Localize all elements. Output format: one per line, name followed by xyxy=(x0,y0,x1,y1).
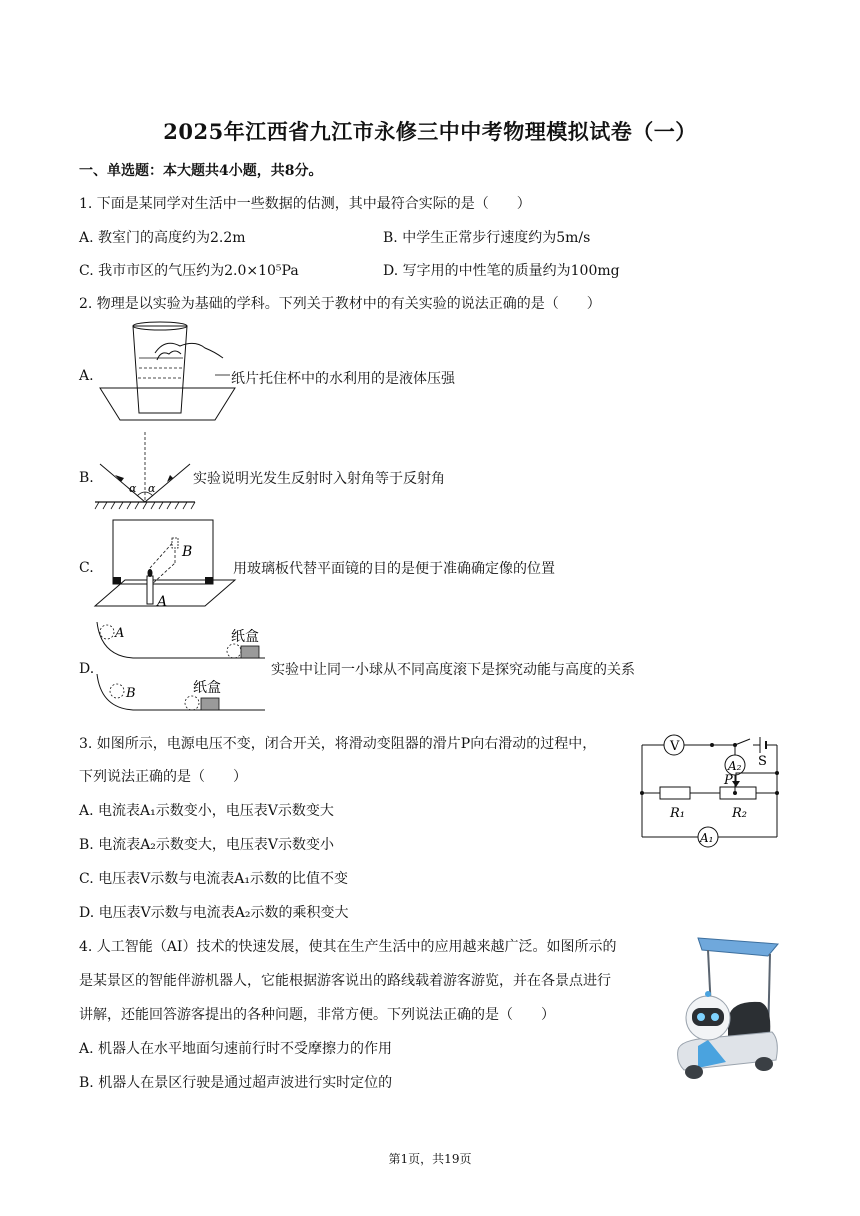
circuit-ammeter2-label: A₂ xyxy=(728,759,742,773)
guide-robot-image xyxy=(668,930,788,1090)
light-reflection-figure xyxy=(95,432,195,512)
page-footer: 第1页，共19页 xyxy=(388,1152,472,1166)
q2-option-d-label: D. xyxy=(79,661,95,677)
q2-stem: 2. 物理是以实验为基础的学科。下列关于教材中的有关实验的说法正确的是（ ） xyxy=(79,296,601,312)
inverted-cup-figure xyxy=(95,318,235,430)
q4-stem-line3: 讲解，还能回答游客提出的各种问题，非常方便。下列说法正确的是（ ） xyxy=(79,1007,555,1023)
page-title: 2025年江西省九江市永修三中中考物理模拟试卷（一） xyxy=(163,119,697,144)
q4-stem-line2: 是某景区的智能伴游机器人，它能根据游客说出的路线载着游客游览，并在各景点进行 xyxy=(79,973,611,989)
q3-stem-line2: 下列说法正确的是（ ） xyxy=(79,769,247,785)
q4-option-b: B. 机器人在景区行驶是通过超声波进行实时定位的 xyxy=(79,1075,393,1091)
circuit-r1-label: R₁ xyxy=(670,806,685,821)
q2-c-label-b: B xyxy=(182,544,193,560)
section-heading: 一、单选题：本大题共4小题，共8分。 xyxy=(79,163,323,179)
q3-option-d: D. 电压表V示数与电流表A₂示数的乘积变大 xyxy=(79,905,349,921)
q2-option-b-text: 实验说明光发生反射时入射角等于反射角 xyxy=(193,471,445,487)
q3-stem-line1: 3. 如图所示，电源电压不变，闭合开关，将滑动变阻器的滑片P向右滑动的过程中， xyxy=(79,736,597,752)
q2-d-ball-a: A xyxy=(115,626,125,641)
circuit-switch-label: S xyxy=(758,754,767,769)
q2-d-ball-b: B xyxy=(126,686,136,701)
q2-b-angle-right: α xyxy=(148,482,156,495)
q2-option-c-label: C. xyxy=(79,560,94,576)
q1-option-d: D. 写字用的中性笔的质量约为100mg xyxy=(383,263,620,279)
q2-option-c-text: 用玻璃板代替平面镜的目的是便于准确确定像的位置 xyxy=(233,561,555,577)
q3-option-c: C. 电压表V示数与电流表A₁示数的比值不变 xyxy=(79,871,348,887)
q4-stem-line1: 4. 人工智能（AI）技术的快速发展，使其在生产生活中的应用越来越广泛。如图所示的 xyxy=(79,939,617,955)
q2-d-box2-label: 纸盒 xyxy=(193,680,221,696)
kinetic-energy-figure xyxy=(93,618,273,714)
q2-b-angle-left: α xyxy=(129,482,137,495)
circuit-slider-label: P xyxy=(724,773,733,788)
q2-option-d-text: 实验中让同一小球从不同高度滚下是探究动能与高度的关系 xyxy=(271,662,635,678)
circuit-diagram xyxy=(640,733,780,851)
q1-option-c: C. 我市市区的气压约为2.0×10⁵Pa xyxy=(79,263,299,279)
q2-c-label-a: A xyxy=(157,594,168,610)
q2-d-box1-label: 纸盒 xyxy=(231,629,259,645)
q4-option-a: A. 机器人在水平地面匀速前行时不受摩擦力的作用 xyxy=(79,1041,393,1057)
q1-option-a: A. 教室门的高度约为2.2m xyxy=(79,230,246,246)
q2-option-a-label: A. xyxy=(79,368,94,384)
circuit-voltmeter-label: V xyxy=(670,739,680,754)
q3-option-a: A. 电流表A₁示数变小，电压表V示数变大 xyxy=(79,803,334,819)
q2-option-a-text: 纸片托住杯中的水利用的是液体压强 xyxy=(231,371,455,387)
q1-option-b: B. 中学生正常步行速度约为5m/s xyxy=(383,230,591,246)
q1-stem: 1. 下面是某同学对生活中一些数据的估测，其中最符合实际的是（ ） xyxy=(79,196,531,212)
circuit-r2-label: R₂ xyxy=(732,806,747,821)
q2-option-b-label: B. xyxy=(79,470,94,486)
q3-option-b: B. 电流表A₂示数变大，电压表V示数变小 xyxy=(79,837,335,853)
plane-mirror-figure xyxy=(95,518,235,610)
circuit-ammeter1-label: A₁ xyxy=(700,831,714,845)
